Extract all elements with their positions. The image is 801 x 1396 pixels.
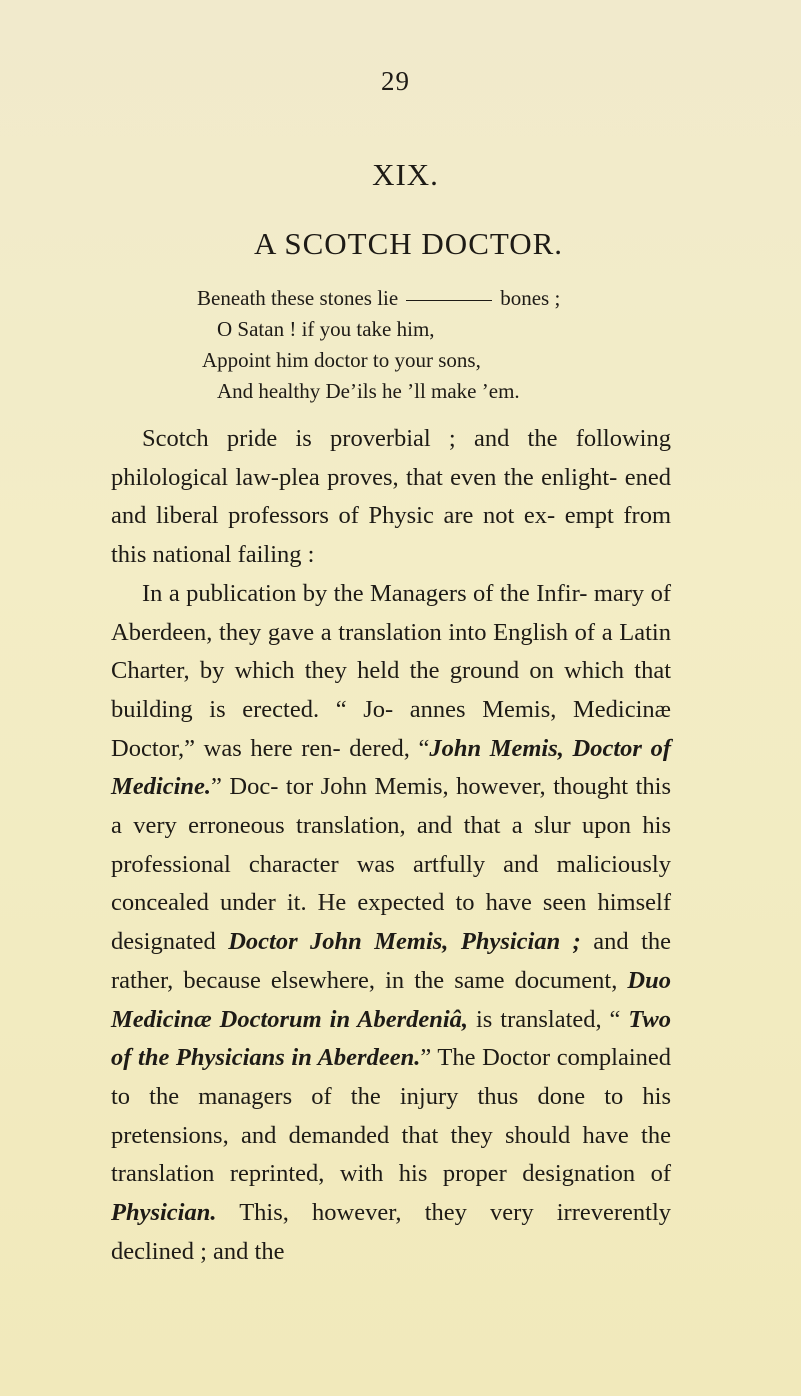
paragraph-2-text-2: ” Doc- tor John Memis, however, thought this a very erroneous translation, and that a slur upon his professional character was artfully and maliciously concealed under it. He expected to have seen himself designated: [111, 773, 671, 956]
chapter-number: XIX.: [372, 157, 439, 192]
italic-phrase-3: Duo Medicinæ Doctorum in Aberdeniâ,: [111, 966, 671, 1033]
italic-phrase-5: Physician.: [111, 1199, 217, 1227]
paragraph-2-text-1: In a publication by the Managers of the Infir- mary of Aberdeen, they gave a translation into English of a Latin Charter, by which they held the ground on which that building is erected. “ Jo- annes Memis, Medicinæ Doctor,” was here ren- dered, “: [111, 579, 671, 762]
epitaph-line-1-end: bones ;: [500, 286, 561, 310]
epitaph-line-2: O Satan ! if you take him,: [217, 317, 435, 341]
page-number: 29: [381, 66, 410, 96]
epitaph-line-1: [0, 283, 801, 314]
epitaph-line-4: And healthy De’ils he ’ll make ’em.: [217, 379, 520, 403]
italic-phrase-2: Doctor John Memis, Physician ;: [228, 928, 581, 956]
paragraph-2-text-4: is translated, “: [468, 1005, 629, 1033]
chapter-title: A SCOTCH DOCTOR.: [253, 226, 564, 261]
epitaph-verse: [0, 283, 801, 407]
paragraph-2-text-5: ” The Doctor complained to the managers of the injury thus done to his pretensions, and demanded that they should have the translation reprinted, with his proper designation of: [111, 1044, 671, 1188]
paragraph-2-text-3: and the rather, because elsewhere, in the same document,: [111, 928, 671, 994]
body-text: [111, 420, 671, 1271]
epitaph-line-1-start: Beneath these stones lie: [197, 286, 399, 310]
dash-rule: [406, 300, 492, 301]
italic-phrase-1: John Memis, Doctor of Medicine.: [111, 734, 671, 801]
paragraph-2: [111, 575, 671, 1272]
italic-phrase-4: Two of the Physicians in Aberdeen.: [111, 1005, 672, 1072]
paragraph-1: Scotch pride is proverbial ; and the following philological law-plea proves, that even the enlight- ened and liberal professors of Physic are not ex- empt from this national failing :: [111, 425, 671, 569]
paragraph-2-text-6: This, however, they very irreverently declined ; and the: [111, 1199, 671, 1265]
epitaph-line-3: Appoint him doctor to your sons,: [202, 348, 481, 372]
